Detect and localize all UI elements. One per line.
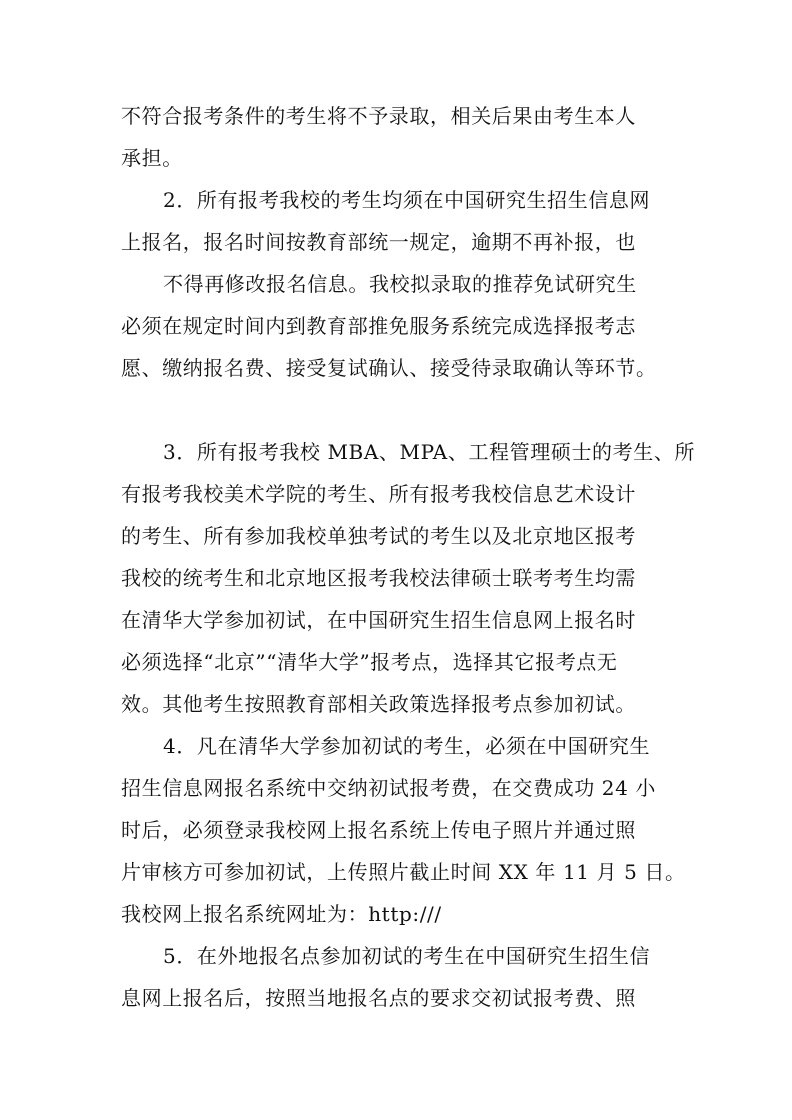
text-line: 承担。	[121, 146, 183, 170]
text-line: 有报考我校美术学院的考生、所有报考我校信息艺术设计	[121, 482, 636, 506]
text-line: 效。其他考生按照教育部相关政策选择报考点参加初试。	[121, 692, 636, 716]
text-line: 息网上报名后，按照当地报名点的要求交初试报考费、照	[121, 986, 636, 1010]
paragraph-4-start: 4．凡在清华大学参加初试的考生，必须在中国研究生	[163, 734, 651, 758]
text-line: 招生信息网报名系统中交纳初试报考费，在交费成功 24 小	[121, 776, 656, 800]
paragraph-3-start: 3．所有报考我校 MBA、MPA、工程管理硕士的考生、所	[163, 440, 696, 464]
text-line: 不得再修改报名信息。我校拟录取的推荐免试研究生	[163, 272, 637, 296]
text-line: 必须选择“北京”“清华大学”报考点，选择其它报考点无	[121, 650, 618, 674]
text-line: 必须在规定时间内到教育部推免服务系统完成选择报考志	[121, 314, 636, 338]
text-line: 我校网上报名系统网址为：http:///	[121, 902, 442, 926]
text-line: 片审核方可参加初试，上传照片截止时间 XX 年 11 月 5 日。	[121, 860, 686, 884]
text-line: 我校的统考生和北京地区报考我校法律硕士联考考生均需	[121, 566, 636, 590]
text-line: 愿、缴纳报名费、接受复试确认、接受待录取确认等环节。	[121, 356, 657, 380]
text-line: 时后，必须登录我校网上报名系统上传电子照片并通过照	[121, 818, 636, 842]
paragraph-2-start: 2．所有报考我校的考生均须在中国研究生招生信息网	[163, 188, 651, 212]
text-line: 在清华大学参加初试，在中国研究生招生信息网上报名时	[121, 608, 636, 632]
text-line: 上报名，报名时间按教育部统一规定，逾期不再补报，也	[121, 230, 636, 254]
paragraph-5-start: 5．在外地报名点参加初试的考生在中国研究生招生信	[163, 944, 651, 968]
text-line: 不符合报考条件的考生将不予录取，相关后果由考生本人	[121, 104, 636, 128]
text-line: 的考生、所有参加我校单独考试的考生以及北京地区报考	[121, 524, 636, 548]
